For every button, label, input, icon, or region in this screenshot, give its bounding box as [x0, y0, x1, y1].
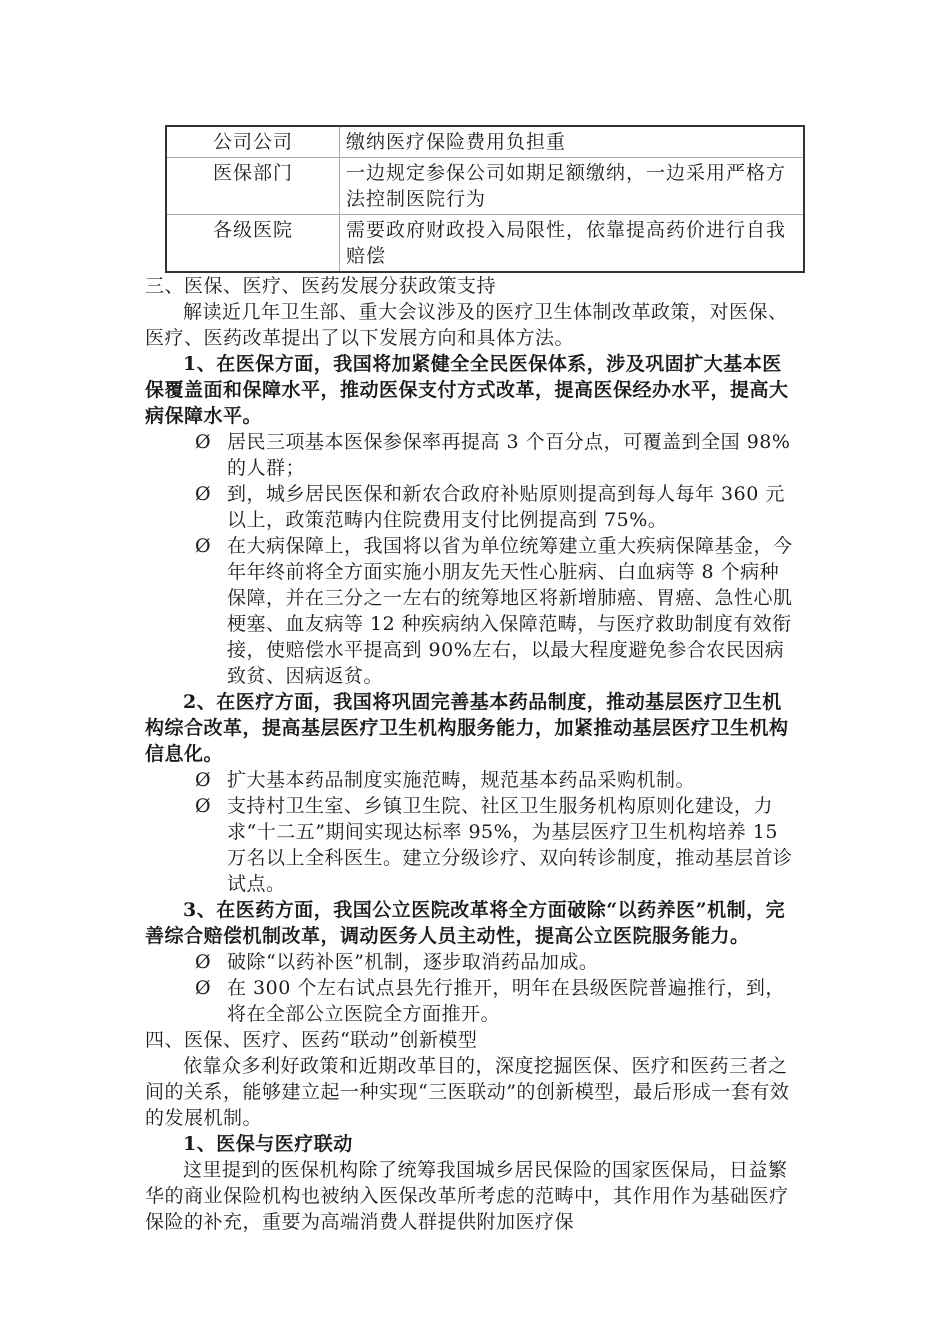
bullet-item — [145, 533, 795, 689]
policy-item-title: 1、在医保方面，我国将加紧健全全民医保体系，涉及巩固扩大基本医保覆盖面和保障水平，推动医保支付方式改革，提高医保经办水平，提高大病保障水平。 — [145, 353, 789, 427]
document-page — [145, 125, 795, 1235]
bullet-arrow-icon: Ø — [195, 769, 212, 791]
paragraph: 依靠众多利好政策和近期改革目的，深度挖掘医保、医疗和医药三者之间的关系，能够建立起一种实现“三医联动”的创新模型，最后形成一套有效的发展机制。 — [145, 1055, 790, 1129]
table-cell-role: 公司公司 — [166, 126, 340, 158]
bullet-text: 在大病保障上，我国将以省为单位统筹建立重大疾病保障基金，今年年终前将全方面实施小朋友先天性心脏病、白血病等 8 个病种保障，并在三分之一左右的统筹地区将新增肺癌、胃癌、急性心肌梗塞、血友病等 12 种疾病纳入保障范畴，与医疗救助制度有效衔接，使赔偿水平提高到 90%左右，以最大程度避免参合农民因病致贫、因病返贫。 — [227, 535, 793, 687]
bullet-text: 到，城乡居民医保和新农合政府补贴原则提高到每人每年 360 元以上，政策范畴内住院费用支付比例提高到 75%。 — [227, 483, 785, 531]
bullet-item — [145, 481, 795, 533]
table-row — [166, 215, 804, 273]
table-row — [166, 126, 804, 158]
section-heading: 四、医保、医疗、医药“联动”创新模型 — [145, 1029, 478, 1051]
bullet-arrow-icon: Ø — [195, 977, 212, 999]
bullet-item — [145, 949, 795, 975]
section-heading: 三、医保、医疗、医药发展分获政策支持 — [145, 275, 497, 297]
policy-item-title: 2、在医疗方面，我国将巩固完善基本药品制度，推动基层医疗卫生机构综合改革，提高基层医疗卫生机构服务能力，加紧推动基层医疗卫生机构信息化。 — [145, 691, 789, 765]
policy-item-title: 3、在医药方面，我国公立医院改革将全方面破除“以药养医”机制，完善综合赔偿机制改革，调动医务人员主动性，提高公立医院服务能力。 — [145, 899, 786, 947]
bullet-item — [145, 429, 795, 481]
bullet-text: 破除“以药补医”机制，逐步取消药品加成。 — [227, 951, 599, 973]
bullet-text: 在 300 个左右试点县先行推开，明年在县级医院普遍推行，到，将在全部公立医院全方面推开。 — [227, 977, 785, 1025]
bullet-text: 支持村卫生室、乡镇卫生院、社区卫生服务机构原则化建设，力求“十二五”期间实现达标率 95%，为基层医疗卫生机构培养 15 万名以上全科医生。建立分级诊疗、双向转诊制度，推动基层首诊试点。 — [227, 795, 793, 895]
table-cell-desc: 一边规定参保公司如期足额缴纳，一边采用严格方法控制医院行为 — [340, 158, 805, 215]
bullet-arrow-icon: Ø — [195, 483, 212, 505]
subsection-title: 1、医保与医疗联动 — [183, 1133, 353, 1155]
bullet-arrow-icon: Ø — [195, 535, 212, 557]
bullet-arrow-icon: Ø — [195, 431, 212, 453]
responsibility-table — [165, 125, 805, 273]
table-cell-desc: 缴纳医疗保险费用负担重 — [340, 126, 805, 158]
bullet-arrow-icon: Ø — [195, 951, 212, 973]
bullet-text: 扩大基本药品制度实施范畴，规范基本药品采购机制。 — [227, 769, 696, 791]
table-row — [166, 158, 804, 215]
table-cell-role: 各级医院 — [166, 215, 340, 273]
paragraph: 这里提到的医保机构除了统筹我国城乡居民保险的国家医保局，日益繁华的商业保险机构也被纳入医保改革所考虑的范畴中，其作用作为基础医疗保险的补充，重要为高端消费人群提供附加医疗保 — [145, 1159, 789, 1233]
bullet-item — [145, 793, 795, 897]
paragraph: 解读近几年卫生部、重大会议涉及的医疗卫生体制改革政策，对医保、医疗、医药改革提出了以下发展方向和具体方法。 — [145, 301, 788, 349]
table-cell-role: 医保部门 — [166, 158, 340, 215]
table-cell-desc: 需要政府财政投入局限性，依靠提高药价进行自我赔偿 — [340, 215, 805, 273]
bullet-item — [145, 975, 795, 1027]
bullet-arrow-icon: Ø — [195, 795, 212, 817]
bullet-text: 居民三项基本医保参保率再提高 3 个百分点，可覆盖到全国 98%的人群； — [227, 431, 791, 479]
bullet-item — [145, 767, 795, 793]
